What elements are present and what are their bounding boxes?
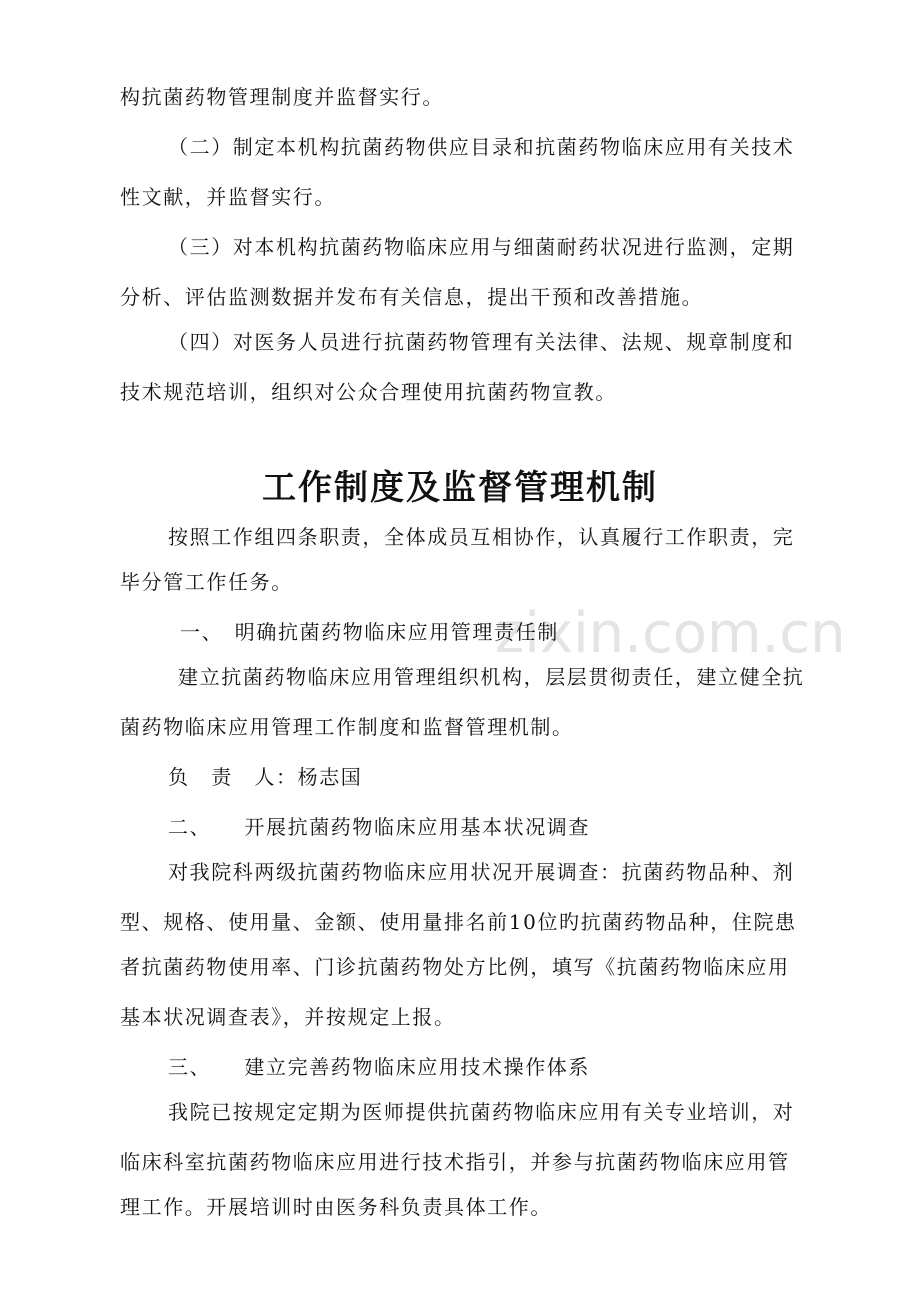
paragraph-line: 分析、评估监测数据并发布有关信息，提出干预和改善措施。 bbox=[120, 285, 704, 309]
paragraph-line: 临床科室抗菌药物临床应用进行技术指引，并参与抗菌药物临床应用管 bbox=[120, 1150, 790, 1174]
responsible-person: 负 责 人：杨志国 bbox=[168, 765, 363, 789]
section-heading: 二、 开展抗菌药物临床应用基本状况调查 bbox=[168, 815, 590, 839]
paragraph-line: 构抗菌药物管理制度并监督实行。 bbox=[120, 85, 444, 109]
section-heading: 一、 明确抗菌药物临床应用管理责任制 bbox=[180, 620, 559, 644]
paragraph-line: （四）对医务人员进行抗菌药物管理有关法律、法规、规章制度和 bbox=[168, 330, 795, 354]
section-title: 工作制度及监督管理机制 bbox=[262, 468, 658, 508]
paragraph-line: 基本状况调查表》，并按规定上报。 bbox=[120, 1005, 456, 1029]
section-heading: 三、 建立完善药物临床应用技术操作体系 bbox=[168, 1055, 590, 1079]
paragraph-line: 性文献，并监督实行。 bbox=[120, 185, 336, 209]
paragraph-line: 技术规范培训，组织对公众合理使用抗菌药物宣教。 bbox=[120, 380, 617, 404]
paragraph-line: 建立抗菌药物临床应用管理组织机构，层层贯彻责任，建立健全抗 bbox=[178, 665, 805, 689]
paragraph-line: 菌药物临床应用管理工作制度和监督管理机制。 bbox=[120, 715, 574, 739]
paragraph-line: 理工作。开展培训时由医务科负责具体工作。 bbox=[120, 1195, 552, 1219]
paragraph-line: 型、规格、使用量、金额、使用量排名前10位旳抗菌药物品种，住院患 bbox=[120, 910, 797, 934]
paragraph-line: 者抗菌药物使用率、门诊抗菌药物处方比例，填写《抗菌药物临床应用 bbox=[120, 955, 790, 979]
paragraph-line: 按照工作组四条职责，全体成员互相协作，认真履行工作职责，完 bbox=[168, 525, 795, 549]
paragraph-line: （三）对本机构抗菌药物临床应用与细菌耐药状况进行监测，定期 bbox=[168, 235, 795, 259]
paragraph-line: 我院已按规定定期为医师提供抗菌药物临床应用有关专业培训，对 bbox=[168, 1100, 795, 1124]
paragraph-line: 毕分管工作任务。 bbox=[120, 570, 293, 594]
paragraph-line: （二）制定本机构抗菌药物供应目录和抗菌药物临床应用有关技术 bbox=[168, 135, 795, 159]
paragraph-line: 对我院科两级抗菌药物临床应用状况开展调查：抗菌药物品种、剂 bbox=[168, 860, 795, 884]
watermark: zixin.com.cn bbox=[495, 601, 846, 666]
